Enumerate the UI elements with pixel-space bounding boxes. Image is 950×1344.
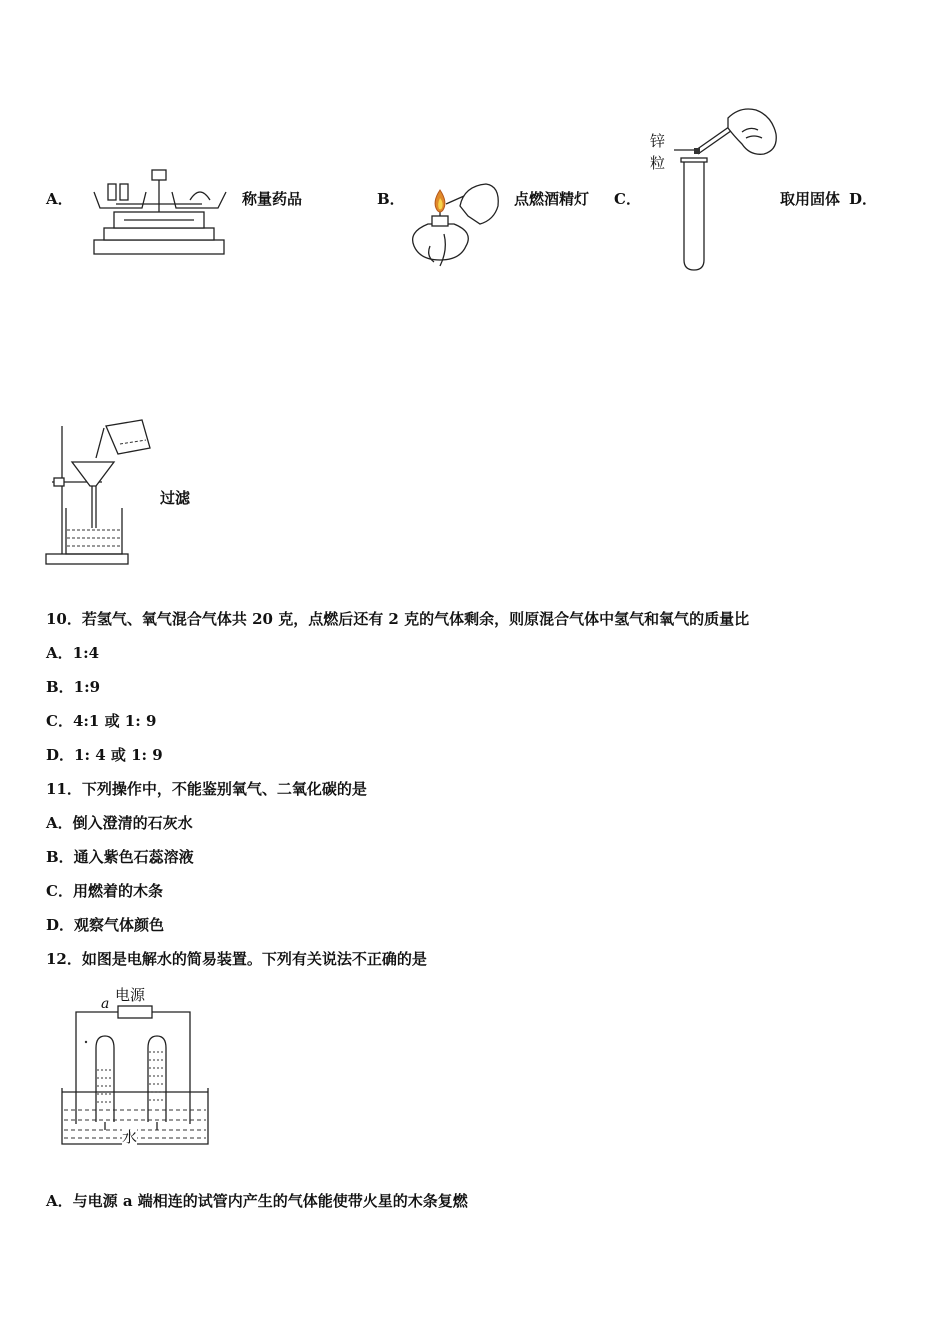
q12-option-a: A．与电源 a 端相连的试管内产生的气体能使带火星的木条复燃 xyxy=(46,1192,468,1210)
option-a-letter: A． xyxy=(46,190,73,208)
zinc-label-bottom: 粒 xyxy=(650,154,666,172)
option-b-letter: B． xyxy=(377,190,405,208)
q10-option-a: A．1:4 xyxy=(46,644,100,662)
power-source-label: 电源 xyxy=(115,986,146,1004)
option-d-letter: D． xyxy=(849,190,878,208)
q10-option-c: C．4:1 或 1: 9 xyxy=(46,712,157,730)
zinc-label-top: 锌 xyxy=(650,132,666,150)
q11-option-b: B．通入紫色石蕊溶液 xyxy=(46,848,194,866)
terminal-a-label: a xyxy=(101,996,110,1012)
water-label: 水 xyxy=(122,1128,138,1146)
option-d-caption: 过滤 xyxy=(160,489,191,507)
filtration-illustration xyxy=(42,418,160,568)
option-a-caption: 称量药品 xyxy=(242,190,303,208)
q12-stem: 12．如图是电解水的简易装置。下列有关说法不正确的是 xyxy=(46,950,427,968)
q10-option-d: D．1: 4 或 1: 9 xyxy=(46,746,163,764)
option-c-caption: 取用固体 xyxy=(780,190,841,208)
electrolysis-illustration xyxy=(58,984,218,1150)
balance-illustration xyxy=(86,162,236,262)
option-b-caption: 点燃酒精灯 xyxy=(514,190,590,208)
q11-option-d: D．观察气体颜色 xyxy=(46,916,165,934)
q10-stem: 10．若氢气、氧气混合气体共 20 克，点燃后还有 2 克的气体剩余，则原混合气体中氢气和氧气的质量比 xyxy=(46,610,750,628)
test-tube-tweezers-illustration xyxy=(668,104,788,276)
option-c-letter: C． xyxy=(614,190,641,208)
q11-stem: 11．下列操作中，不能鉴别氧气、二氧化碳的是 xyxy=(46,780,367,798)
q10-option-b: B．1:9 xyxy=(46,678,101,696)
q11-option-c: C．用燃着的木条 xyxy=(46,882,163,900)
alcohol-lamp-illustration xyxy=(404,176,514,272)
q11-option-a: A．倒入澄清的石灰水 xyxy=(46,814,193,832)
